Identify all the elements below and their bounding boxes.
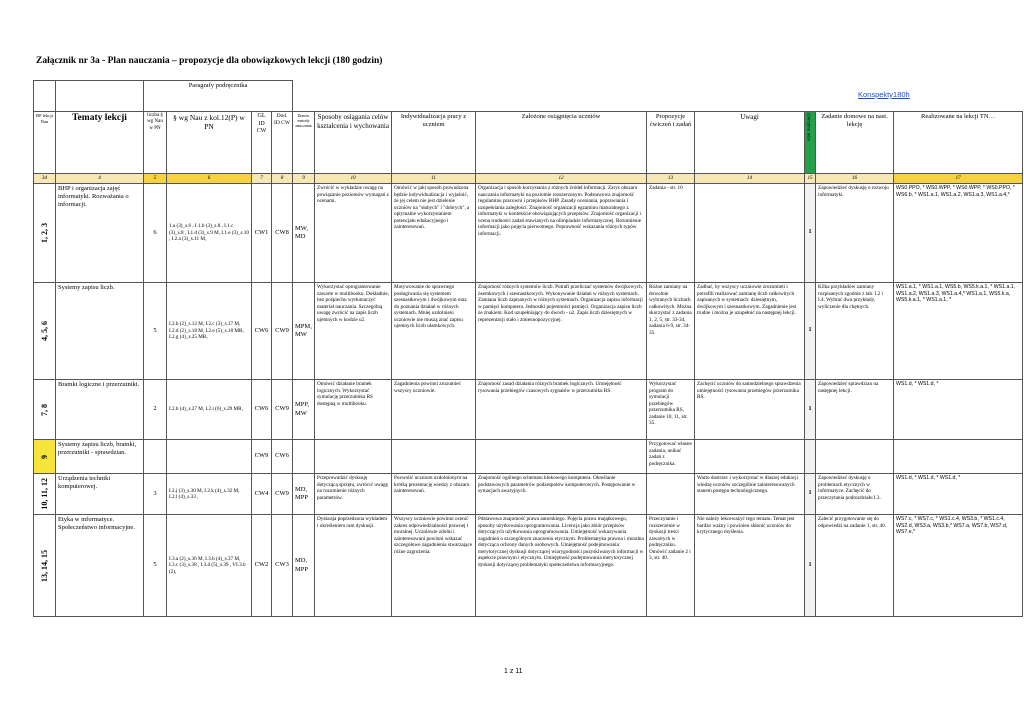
sposoby-cell: Przeprowadzić dyskusję dotyczącą sprzętu, zwrócić uwagę na rozumienie różnych parametrów. bbox=[315, 474, 392, 515]
lesson-topic: Bramki logiczne i przerzutniki. bbox=[56, 380, 144, 440]
col-number: 10 bbox=[315, 174, 392, 184]
col-number: 17 bbox=[894, 174, 1023, 184]
col-number: 16 bbox=[816, 174, 894, 184]
header-tematy: Tematy lekcji bbox=[56, 112, 144, 174]
indyw-cell: Motywowanie do sprawnego posługiwania się systemem szesnastkowym i dwójkowym oraz do poznania działań w różnych systemach. Mniej uzdolnieni uczniowie nie muszą znać zapisu ujemnych liczb ułamkowych. bbox=[392, 283, 476, 380]
zalozone-cell: Organizacja i sposób korzystania z różnych źródeł informacji. Zarys obszaru nauczania informatyki na poziomie rozszerzonym. Podstawowa znajomość regulaminu pracowni i przepisów BHP. Zasady oceniania, poprawiania i uzupełniania zaległości. Znajomość organizacji egzaminu maturalnego z informatyki w kontekście obowiązujących przepisów. Znajomość organizacji i ocena trudności zadań stawianych na olimpiadzie informatycznej. Rozumienie informacji jako pojęcia pierwotnego. Poprawność wskazania różnych typów informacji. bbox=[476, 184, 647, 283]
zalozone-cell bbox=[476, 440, 647, 474]
uwagi-cell: Nie należy lekceważyć tego tematu. Temat jest bardzo ważny i powinien skłonić uczniów do krytycznego myślenia. bbox=[695, 515, 805, 617]
indyw-cell: Omówić w jaki sposób prowadzona będzie indywidualizacja i wyjaśnić, że jej celem nie jest dzielenie uczniów na "słabych" i "dobrych", a optymalne wykorzystaniem potencjału edukacyjnego i zainteresowań. bbox=[392, 184, 476, 283]
page-number: 1 z 11 bbox=[504, 668, 523, 675]
teaching-methods bbox=[293, 440, 315, 474]
header-zadanie: Zadanie domowe na nast. lekcję bbox=[816, 112, 894, 174]
zadanie-cell: Zapowiedzieć dyskusję o problemach etycznych w informatyce. Zachęcić do przeczytania podrozdziału I.3. bbox=[816, 474, 894, 515]
lesson-topic: Urządzenia techniki komputerowej. bbox=[56, 474, 144, 515]
col-number: 15 bbox=[805, 174, 816, 184]
indyw-cell: Pozwolić uczniom uzdolnionym na krótką prezentację wiedzy z obszaru zainteresowań. bbox=[392, 474, 476, 515]
tn-cell: WS0.PPO, * WS0.WPP, * WS0.WPP, * WS0.PPO, * WS6.b, * WS1.a.1, WS1.a.2, WS1.a.3, WS1.a.4,* bbox=[894, 184, 1023, 283]
paragraph-count: 3 bbox=[144, 474, 167, 515]
col-number: 7 bbox=[252, 174, 272, 184]
gl-id: CW1 bbox=[252, 184, 272, 283]
uwagi-cell bbox=[695, 440, 805, 474]
col-number: 4 bbox=[56, 174, 144, 184]
indyw-cell: Wszyscy uczniowie powinni ocenić zakres odpowiedzialności prawnej i moralnej. Uczniowie zdolni i zainteresowani powinni wskazać szczegółowe zagadnienia stwarzające różne zagrożenia. bbox=[392, 515, 476, 617]
col-number: 13 bbox=[647, 174, 695, 184]
sposoby-cell: Wykorzystać oprogramowanie zawarte w multibooku. Dokładnie, bez pośpiechu wytłumaczyć materiał nauczania. Szczególną uwagę zwrócić na zapis liczb ujemnych w kodzie u2. bbox=[315, 283, 392, 380]
dod-id: CW9 bbox=[272, 474, 293, 515]
col-number: 11 bbox=[392, 174, 476, 184]
header-dod-id: Dod. ID CW bbox=[272, 112, 293, 174]
zadanie-cell: Zapowiedzieć dyskusję o rozwoju informatyki. bbox=[816, 184, 894, 283]
stan-cell: 1 bbox=[805, 283, 816, 380]
header-blank bbox=[34, 81, 56, 112]
lesson-topic: BHP i organizacja zajęć informatyki. Rozważania o informacji. bbox=[56, 184, 144, 283]
uwagi-cell: Zadbać, by wszyscy uczniowie zrozumieli i potrafili realizować zamianę liczb całkowitych zapisanych w systemach: dziesiętnym, dwójkowym i szesnastkowym. Zagadnienie jest trudne i można je uzupełnić na następnej lekcji. bbox=[695, 283, 805, 380]
dod-id: CW9 bbox=[272, 283, 293, 380]
paragraph-list: 1.a (3)_s.6 , I.1.b (3)_s.8 , I.1.c (3)_s.8 , I.1.d (3)_s.9 M, I.1.e (3)_s.10 , I.2.a (3)_s.11 M, bbox=[167, 184, 252, 283]
gl-id: CW6 bbox=[252, 380, 272, 440]
zalozone-cell: Znajomość ogólnego schematu blokowego komputera. Określanie podstawowych parametrów podzespołów komputerowych. Postępowanie w sytuacjach awaryjnych. bbox=[476, 474, 647, 515]
header-sposoby: Sposoby osiągania celów kształcenia i wychowania bbox=[315, 112, 392, 174]
header-liczba: liczba § wg Nau w PN bbox=[144, 112, 167, 174]
gl-id: CW2 bbox=[252, 515, 272, 617]
col-number: 5 bbox=[144, 174, 167, 184]
teaching-methods: MW, MD bbox=[293, 184, 315, 283]
header-realizowane: Realizowane na lekcji TN… bbox=[894, 112, 1023, 174]
stan-cell: 1 bbox=[805, 515, 816, 617]
lesson-number: 7, 8 bbox=[34, 380, 56, 440]
header-bf: BF lekcji Nau bbox=[34, 112, 56, 174]
header-paragrafy: Paragrafy podręcznika bbox=[144, 81, 293, 112]
lesson-number: 4, 5, 6 bbox=[34, 283, 56, 380]
header-stan: stan realizacji bbox=[805, 112, 816, 174]
header-domin: Domin. metody nauczania bbox=[293, 112, 315, 174]
zalozone-cell: Znajomość różnych systemów liczb. Potrafi przeliczać systemów dwójkowych, ósemkowych i szesnastkowych. Wykonywanie działań w różnych systemach. Zamiana liczb zapisanych w różnych systemach. Organizacja zapisu informacji w pamięci komputera. Jednostki pojemności pamięci. Organizacja zapisu liczb ze znakiem. Kod uzupełniający do dwóch - u2. Zapis liczb dziesiętnych w reprezentacji stało i zmiennopozycyjnej. bbox=[476, 283, 647, 380]
propozycje-cell: Przeczytanie i rozszerzenie w dyskusji treści zawartych w podręczniku. Omówić zadanie 2 i 3, str. 40. bbox=[647, 515, 695, 617]
zadanie-cell: Zalecić przygotowanie się do odpowiedzi na zadanie 1, str. 40. bbox=[816, 515, 894, 617]
paragraph-list: I.2.h (4)_s.27 M, I.2.i (6)_s.29 MR, bbox=[167, 380, 252, 440]
col-number: 3d bbox=[34, 174, 56, 184]
dod-id: CW6 bbox=[272, 440, 293, 474]
header-indyw: Indywidualizacja pracy z uczniem bbox=[392, 112, 476, 174]
paragraph-count: 6 bbox=[144, 184, 167, 283]
header-uwagi: Uwagi bbox=[695, 112, 805, 174]
zalozone-cell: Znajomość zasad działania różnych bramek logicznych. Umiejętność rysowania przebiegów czasowych sygnałów w przerzutniku RS. bbox=[476, 380, 647, 440]
dod-id: CW8 bbox=[272, 184, 293, 283]
col-number: 6 bbox=[167, 174, 252, 184]
uwagi-cell: Warto dostrzec i wykorzystać w dlaszej edukacji wiedzę uczniów szczególnie zainteresowanych stanem postępu technologicznego. bbox=[695, 474, 805, 515]
uwagi-cell: Zachęcić uczniów do samodzielnego sprawdzenia umiejętności rysowania przebiegów przerzutnika RS. bbox=[695, 380, 805, 440]
tn-cell: WS1.a.1, * WS1.a.1, WS5.b, WS5.k.a.1, * WS1.a.1, WS1.a.2, WS1.a.3, WS1.a.4,* WS1.a.1, WS5.k.a, WS5.k.a.1, * WS1.a.1, * bbox=[894, 283, 1023, 380]
zadanie-cell: Zapowiedzieć sprawdzian na następnej lekcji. bbox=[816, 380, 894, 440]
tn-cell bbox=[894, 440, 1023, 474]
tn-cell: WS1.d, * WS1.d, * WS1.d, * bbox=[894, 474, 1023, 515]
lesson-number: 9 bbox=[34, 440, 56, 474]
col-number: 8 bbox=[272, 174, 293, 184]
paragraph-count: 5 bbox=[144, 283, 167, 380]
indyw-cell bbox=[392, 440, 476, 474]
header-zalozone: Założone osiągnięcia uczniów bbox=[476, 112, 647, 174]
stan-cell bbox=[805, 440, 816, 474]
table-row bbox=[34, 283, 1023, 380]
dod-id: CW3 bbox=[272, 515, 293, 617]
teaching-methods: MD, MPP bbox=[293, 474, 315, 515]
sposoby-cell: Zwrócić w wykładzie uwagę na powiązanie poziomów wymagań z ocenami. bbox=[315, 184, 392, 283]
header-gl-id: GL ID CW bbox=[252, 112, 272, 174]
uwagi-cell bbox=[695, 184, 805, 283]
dod-id: CW9 bbox=[272, 380, 293, 440]
indyw-cell: Zagadnienia powinni zrozumieć wszyscy uczniowie. bbox=[392, 380, 476, 440]
lesson-number: 10, 11, 12 bbox=[34, 474, 56, 515]
propozycje-cell: Wykorzystać program do symulacji przebiegów przerzutnika RS, zadanie 10, 11, str. 35. bbox=[647, 380, 695, 440]
propozycje-cell bbox=[647, 474, 695, 515]
table-row bbox=[34, 515, 1023, 617]
header-blank bbox=[56, 81, 144, 112]
sposoby-cell bbox=[315, 440, 392, 474]
lesson-topic: Etyka w informatyce. Społeczeństwo informacyjne. bbox=[56, 515, 144, 617]
zalozone-cell: Pdstawowa znajomość prawa autorskiego. Pojęcia prawa majątkowego, sposoby użytkowania oprogramowania. Licencja jako zbiór przepisów dotyczących użytkowania oprogramowania. Umiejętność wskazywania zagadnień o szczególnym znaczeniu etycznym. Problematyka prawna i moralna dotycząca ochrony danych osobowych. Umiejętność podejmowania merytorycznej dyskusji dotyczącej wiarygodności pozyskiwanych informacji w aspekcie prawnym i etycznym. Umiejętność podejmowania merytorycznej dyskusji dotyczącej problematyki społeczeństwa informacyjnego. bbox=[476, 515, 647, 617]
paragraph-list: I.2.b (2)_s.12 M, I.2.c (3)_s.17 M, I.2.d (2)_s.18 M, I.2.e (5)_s.18 MR, I.2.g (4)_s.25 MR, bbox=[167, 283, 252, 380]
konspekty-link[interactable]: Konspekty180h bbox=[858, 90, 910, 99]
lesson-number: 1, 2, 3 bbox=[34, 184, 56, 283]
lesson-number: 13, 14, 15 bbox=[34, 515, 56, 617]
paragraph-list: I.2.j (3)_s.30 M, I.2.k (4)_s.32 M, I.2.l (4)_s.33 , bbox=[167, 474, 252, 515]
table-row bbox=[34, 184, 1023, 283]
paragraph-count bbox=[144, 440, 167, 474]
header-propozycje: Propozycje ćwiczeń i zadań bbox=[647, 112, 695, 174]
tn-cell: WS7.c, * WS7.c, * WS1.c.4, WS3.b, * WS1.c.4, WS2.d, WS3.a, WS3.b,* WS7.a, WS7.b, WS7.d, WS7.e,* bbox=[894, 515, 1023, 617]
table-row bbox=[34, 474, 1023, 515]
table-row bbox=[34, 440, 1023, 474]
propozycje-cell: Różne zamiany na dowolnie wybranych liczbach całkowitych. Można skorzystać z zadania 1, 2, 5, str. 33-34, zadania 6-9, str. 34-35. bbox=[647, 283, 695, 380]
propozycje-cell: Przygotować własne zadania, unikać zadań z podręcznika. bbox=[647, 440, 695, 474]
zadanie-cell bbox=[816, 440, 894, 474]
gl-id: CW6 bbox=[252, 283, 272, 380]
paragraph-list: I.3.a (2)_s.36 M, I.3.b (4)_s.37 M, I.3.c (3)_s.38 , I.3.d (5)_s.39 , VI.3.b (2), bbox=[167, 515, 252, 617]
stan-cell: 1 bbox=[805, 474, 816, 515]
zadanie-cell: Kilka przykładów zamiany rozpisanych zgodnie z tab. I.2 i I.4. Wybrać dwa przykłady, wyliczenie dla chętnych. bbox=[816, 283, 894, 380]
table-row bbox=[34, 380, 1023, 440]
col-number: 12 bbox=[476, 174, 647, 184]
lesson-topic: Systemy zapisu liczb, bramki, przerzutniki - sprawdzian. bbox=[56, 440, 144, 474]
tn-cell: WS1.d, * WS1.d, * bbox=[894, 380, 1023, 440]
lesson-topic: Systemy zapisu liczb. bbox=[56, 283, 144, 380]
stan-cell: 1 bbox=[805, 184, 816, 283]
page-title: Załącznik nr 3a - Plan nauczania – propozycje dla obowiązkowych lekcji (180 godzin) bbox=[36, 56, 383, 66]
paragraph-list bbox=[167, 440, 252, 474]
paragraph-count: 2 bbox=[144, 380, 167, 440]
propozycje-cell: Zadania - str. 10 bbox=[647, 184, 695, 283]
col-number: 14 bbox=[695, 174, 805, 184]
sposoby-cell: Omówić działanie bramek logicznych. Wykorzystać symulację przerzutnika RS dostępną w multibooku. bbox=[315, 380, 392, 440]
paragraph-count: 5 bbox=[144, 515, 167, 617]
stan-cell: 1 bbox=[805, 380, 816, 440]
header-blank bbox=[293, 81, 1023, 112]
col-number: 9 bbox=[293, 174, 315, 184]
gl-id: CW4 bbox=[252, 474, 272, 515]
gl-id: CW9 bbox=[252, 440, 272, 474]
lesson-plan-table bbox=[33, 80, 1023, 617]
teaching-methods: MPP, MW bbox=[293, 380, 315, 440]
header-wg-nau: § wg Nau z kol.12(P) w PN bbox=[167, 112, 252, 174]
teaching-methods: MPM, MW bbox=[293, 283, 315, 380]
teaching-methods: MD, MPP bbox=[293, 515, 315, 617]
sposoby-cell: Dyskusja poprzedzona wykładem i określeniem ram dyskusji. bbox=[315, 515, 392, 617]
